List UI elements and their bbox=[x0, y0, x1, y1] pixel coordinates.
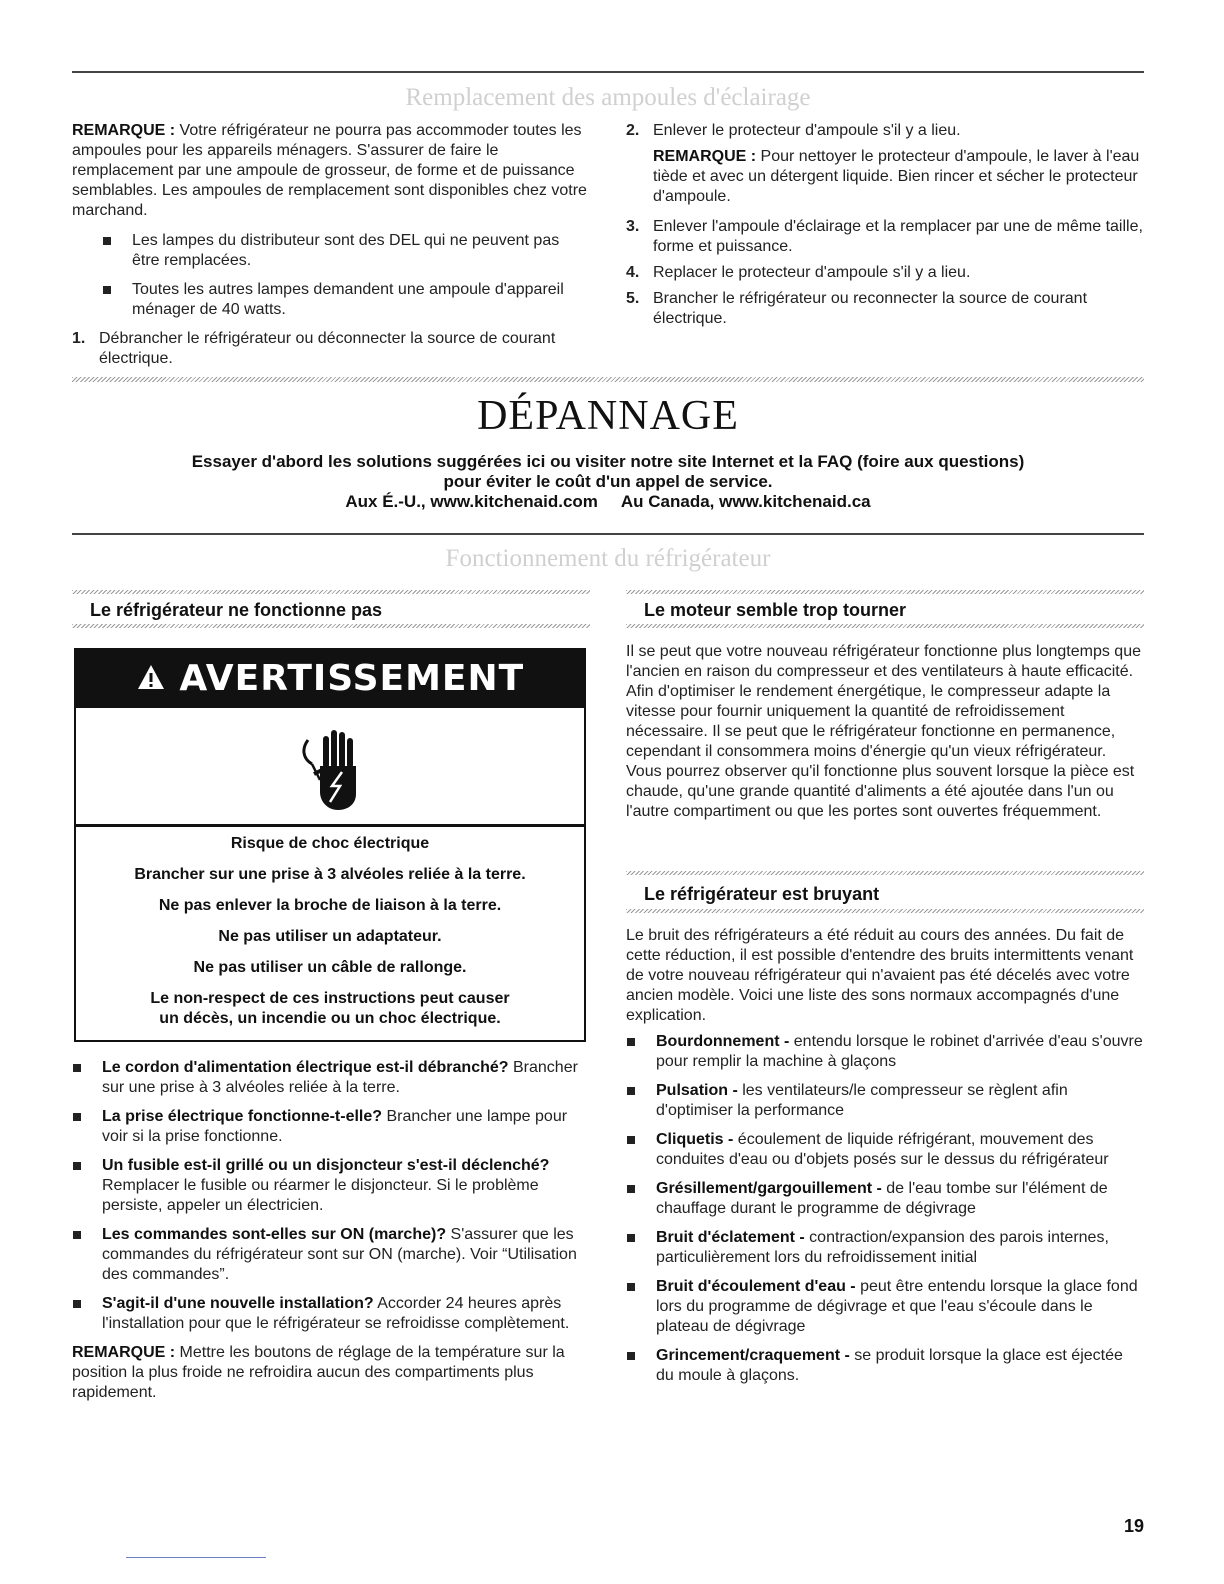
sounds-list bbox=[626, 1032, 1144, 1386]
check-question: Les commandes sont-elles sur ON (marche)? bbox=[102, 1226, 447, 1243]
warning-text bbox=[76, 834, 584, 1029]
step-text: Enlever le protecteur d'ampoule s'il y a lieu. bbox=[653, 122, 961, 139]
sound-desc: peut être entendu lorsque la glace fond lors du programme de dégivrage et que l'eau s'écoule dans le plateau de dégivrage bbox=[656, 1278, 1138, 1335]
operation-section-title: Fonctionnement du réfrigérateur bbox=[445, 545, 771, 572]
electric-shock-hand-icon bbox=[76, 708, 584, 824]
hatched-divider bbox=[72, 377, 1144, 382]
checks-list bbox=[72, 1058, 590, 1334]
list-item bbox=[626, 1277, 1144, 1337]
lamp-bullets bbox=[102, 231, 590, 320]
warning-line: Ne pas enlever la broche de liaison à la terre. bbox=[158, 897, 502, 914]
noisy-intro: Le bruit des réfrigérateurs a été réduit au cours des années. Du fait de cette réduction, il est possible d'entendre des bruits intermittents venant de votre nouveau réfrigérateur qui n'avaient pas été décelés avec votre ancien modèle. Voici une liste des sons normaux accompagnés d'une explication. bbox=[626, 927, 1134, 1024]
sound-desc: contraction/expansion des parois internes, particulièrement lors du refroidissement initial bbox=[656, 1229, 1109, 1266]
not-running-checks bbox=[72, 1058, 590, 1403]
intro-line-2: pour éviter le coût d'un appel de service. bbox=[443, 472, 773, 491]
noisy-heading: Le réfrigérateur est bruyant bbox=[644, 884, 880, 904]
lamp-right-column bbox=[626, 121, 1144, 335]
list-item bbox=[72, 1294, 590, 1334]
note-label: REMARQUE : bbox=[72, 1344, 176, 1361]
list-item bbox=[626, 1081, 1144, 1121]
warning-line: Brancher sur une prise à 3 alvéoles reliée à la terre. bbox=[134, 866, 526, 883]
sound-name: Grésillement/gargouillement - bbox=[656, 1180, 882, 1197]
sound-desc: les ventilateurs/le compresseur se règlent afin d'optimiser la performance bbox=[656, 1082, 1068, 1119]
lamp-steps-right bbox=[626, 121, 1144, 329]
sound-name: Pulsation - bbox=[656, 1082, 738, 1099]
motor-heading: Le moteur semble trop tourner bbox=[644, 600, 907, 620]
hatched-divider bbox=[626, 624, 1144, 628]
sound-name: Bruit d'écoulement d'eau - bbox=[656, 1278, 856, 1295]
warning-line: Ne pas utiliser un câble de rallonge. bbox=[193, 959, 467, 976]
intro-line-3: Aux É.-U., www.kitchenaid.com Au Canada, www.kitchenaid.ca bbox=[345, 492, 871, 511]
step-number: 4. bbox=[626, 264, 640, 281]
step-1 bbox=[72, 329, 590, 369]
warning-header bbox=[76, 650, 584, 708]
check-answer: Remplacer le fusible ou réarmer le disjoncteur. Si le problème persiste, appeler un électricien. bbox=[102, 1177, 539, 1214]
step-2-note bbox=[653, 147, 1144, 207]
troubleshooting-intro bbox=[72, 452, 1144, 512]
lamp-note bbox=[72, 121, 590, 221]
warning-consequence-2: un décès, un incendie ou un choc électrique. bbox=[159, 1010, 501, 1027]
step-number: 2. bbox=[626, 122, 640, 139]
lamp-left-column bbox=[72, 121, 590, 375]
step-3 bbox=[626, 217, 1144, 257]
list-item bbox=[72, 1107, 590, 1147]
intro-line-1: Essayer d'abord les solutions suggérées ici ou visiter notre site Internet et la FAQ (foire aux questions) bbox=[191, 452, 1025, 471]
sound-desc: de l'eau tombe sur l'élément de chauffage durant le programme de dégivrage bbox=[656, 1180, 1108, 1217]
footer-line bbox=[126, 1557, 266, 1558]
step-number: 5. bbox=[626, 290, 640, 307]
lamp-section-title: Remplacement des ampoules d'éclairage bbox=[405, 84, 811, 111]
list-item bbox=[72, 1156, 590, 1216]
step-4 bbox=[626, 263, 1144, 283]
noisy-content bbox=[626, 926, 1144, 1395]
lamp-note-text: Votre réfrigérateur ne pourra pas accommoder toutes les ampoules pour les appareils ménagers. S'assurer de faire le remplacement par une ampoule de grosseur, de forme et de puissance semblables. Les ampoules de remplacement sont disponibles chez votre marchand. bbox=[72, 122, 587, 219]
list-item bbox=[626, 1346, 1144, 1386]
list-item bbox=[72, 1225, 590, 1285]
hatched-divider bbox=[72, 590, 590, 594]
page-number: 19 bbox=[1123, 1516, 1144, 1536]
check-answer: Accorder 24 heures après l'installation pour que le réfrigérateur se refroidisse complètement. bbox=[102, 1295, 570, 1332]
step-5 bbox=[626, 289, 1144, 329]
top-rule bbox=[72, 71, 1144, 73]
operation-rule bbox=[72, 533, 1144, 535]
warning-risk: Risque de choc électrique bbox=[230, 835, 430, 852]
sound-name: Grincement/craquement - bbox=[656, 1347, 850, 1364]
not-running-heading: Le réfrigérateur ne fonctionne pas bbox=[90, 600, 383, 620]
check-question: Un fusible est-il grillé ou un disjoncteur s'est-il déclenché? bbox=[102, 1157, 550, 1174]
warning-image bbox=[76, 708, 584, 827]
hatched-divider bbox=[626, 909, 1144, 913]
check-answer: Brancher sur une prise à 3 alvéoles reliée à la terre. bbox=[102, 1059, 578, 1096]
check-answer: Brancher une lampe pour voir si la prise fonctionne. bbox=[102, 1108, 568, 1145]
step-2-note-text: Pour nettoyer le protecteur d'ampoule, le laver à l'eau tiède et avec un détergent liquide. Bien rincer et sécher le protecteur d'ampoule. bbox=[653, 148, 1140, 205]
step-text: Brancher le réfrigérateur ou reconnecter la source de courant électrique. bbox=[653, 290, 1088, 327]
sound-desc: entendu lorsque le robinet d'arrivée d'eau s'ouvre pour remplir la machine à glaçons bbox=[656, 1033, 1143, 1070]
list-item: Toutes les autres lampes demandent une ampoule d'appareil ménager de 40 watts. bbox=[102, 280, 590, 320]
warning-line: Ne pas utiliser un adaptateur. bbox=[218, 928, 442, 945]
motor-text: Il se peut que votre nouveau réfrigérateur fonctionne plus longtemps que l'ancien en raison du compresseur et des ventilateurs à haute efficacité. Afin d'optimiser le rendement énergétique, le compresseur adapte la vitesse pour fournir uniquement la quantité de refroidissement nécessaire. Il se peut que le réfrigérateur fonctionne en permanence, cependant il consommera moins d'énergie qu'un vieux réfrigérateur. Vous pourrez observer qu'il fonctionne plus souvent lorsque la pièce est chaude, qu'une grande quantité d'aliments a été ajoutée dans l'un ou l'autre compartiment ou que les portes sont ouvertes fréquemment. bbox=[626, 643, 1141, 820]
lamp-steps-left bbox=[72, 329, 590, 369]
step-2-note-label: REMARQUE : bbox=[653, 148, 757, 165]
list-item bbox=[626, 1130, 1144, 1170]
list-item bbox=[626, 1179, 1144, 1219]
check-question: Le cordon d'alimentation électrique est-il débranché? bbox=[102, 1059, 509, 1076]
warning-box bbox=[74, 648, 586, 1042]
list-item: Les lampes du distributeur sont des DEL qui ne peuvent pas être remplacées. bbox=[102, 231, 590, 271]
list-item bbox=[72, 1058, 590, 1098]
note-text: Mettre les boutons de réglage de la température sur la position la plus froide ne refroidira aucun des compartiments plus rapidement. bbox=[72, 1344, 565, 1401]
sound-desc: se produit lorsque la glace est éjectée du moule à glaçons. bbox=[656, 1347, 1123, 1384]
list-item bbox=[626, 1032, 1144, 1072]
step-text: Replacer le protecteur d'ampoule s'il y a lieu. bbox=[653, 264, 971, 281]
hatched-divider bbox=[72, 624, 590, 628]
step-text: Enlever l'ampoule d'éclairage et la remplacer par une de même taille, forme et puissance. bbox=[653, 218, 1143, 255]
sound-name: Cliquetis - bbox=[656, 1131, 734, 1148]
warning-triangle-icon bbox=[136, 651, 166, 709]
check-question: La prise électrique fonctionne-t-elle? bbox=[102, 1108, 383, 1125]
sound-name: Bruit d'éclatement - bbox=[656, 1229, 805, 1246]
troubleshooting-title: DÉPANNAGE bbox=[477, 393, 739, 439]
lamp-note-label: REMARQUE : bbox=[72, 122, 176, 139]
check-question: S'agit-il d'une nouvelle installation? bbox=[102, 1295, 374, 1312]
warning-title: AVERTISSEMENT bbox=[179, 658, 525, 699]
step-2 bbox=[626, 121, 1144, 207]
sound-name: Bourdonnement - bbox=[656, 1033, 790, 1050]
step-number: 1. bbox=[72, 330, 86, 347]
hatched-divider bbox=[626, 590, 1144, 594]
hatched-divider bbox=[626, 871, 1144, 875]
warning-consequence bbox=[76, 989, 584, 1029]
warning-consequence-1: Le non-respect de ces instructions peut causer bbox=[150, 990, 510, 1007]
step-number: 3. bbox=[626, 218, 640, 235]
step-text: Débrancher le réfrigérateur ou déconnecter la source de courant électrique. bbox=[99, 330, 556, 367]
check-answer: S'assurer que les commandes du réfrigérateur sont sur ON (marche). Voir “Utilisation des commandes”. bbox=[102, 1226, 577, 1283]
sound-desc: écoulement de liquide réfrigérant, mouvement des conduites d'eau ou d'objets posés sur le dessus du réfrigérateur bbox=[656, 1131, 1109, 1168]
not-running-note bbox=[72, 1343, 590, 1403]
list-item bbox=[626, 1228, 1144, 1268]
